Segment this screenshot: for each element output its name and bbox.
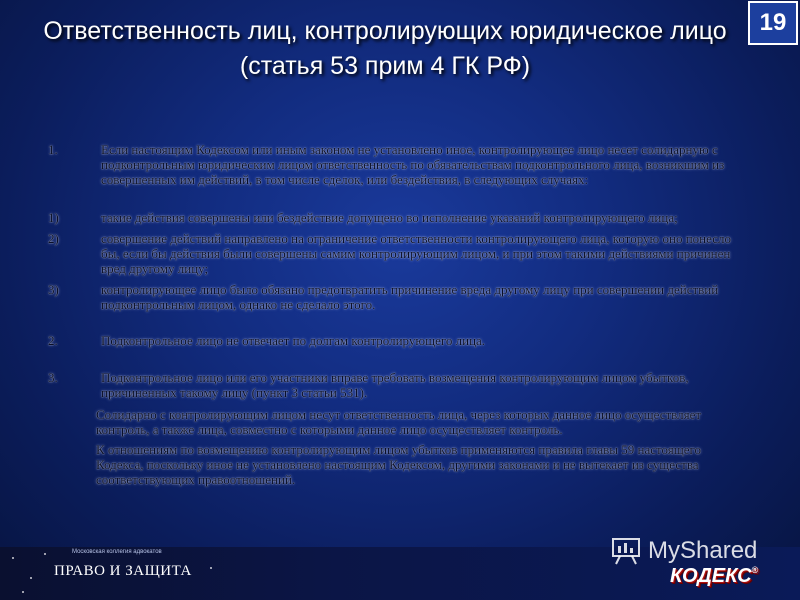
- item-number: 1.: [48, 142, 58, 157]
- paragraph-joint-liability: Солидарно с контролирующим лицом несут ответственность лица, через которых данное лицо осуществляет контроль, а также лица, совместно с которыми данное лицо осуществляет контроль.: [96, 407, 702, 437]
- watermark-text: MyShared: [648, 537, 758, 564]
- item-text: Подконтрольное лицо не отвечает по долгам контролирующего лица.: [101, 333, 486, 348]
- item-number: 1): [48, 210, 59, 225]
- item-text: такие действия совершены или бездействие допущено во исполнение указаний контролирующего лица;: [101, 210, 678, 225]
- item-text: контролирующее лицо было обязано предотвратить причинение вреда другому лицу при совершении действий подконтрольным лицом, однако не сделало этого.: [101, 282, 719, 312]
- list-item: [48, 282, 748, 312]
- item-text: совершение действий направлено на ограничение ответственности контролирующего лица, которую оно понесло бы, если бы действия были совершены самим контролирующим лицом, и при этом такими действиями причинен вред другому лицу;: [101, 231, 731, 276]
- star-decoration: [12, 557, 14, 559]
- slide-number-badge: 19: [748, 1, 798, 45]
- item-number: 3.: [48, 370, 58, 385]
- item-number: 3): [48, 282, 59, 297]
- star-decoration: [210, 567, 212, 569]
- list-item: [48, 370, 748, 400]
- list-item: [48, 333, 748, 348]
- paragraph-damages: К отношениям по возмещению контролирующим лицом убытков применяются правила главы 59 настоящего Кодекса, поскольку иное не установлено настоящим Кодексом, другими законами и не вытекает из существа соответствующих правоотношений.: [96, 442, 702, 487]
- list-item: [48, 210, 748, 225]
- slide-title-line2: (статья 53 прим 4 ГК РФ): [239, 52, 531, 80]
- footer-subtitle: Московская коллегия адвокатов: [72, 549, 162, 555]
- footer-brand: ПРАВО И ЗАЩИТА: [54, 563, 192, 579]
- slide-title-line1: Ответственность лиц, контролирующих юридическое лицо: [43, 17, 727, 45]
- registered-mark: ®: [751, 565, 759, 575]
- item-text: Подконтрольное лицо или его участники вправе требовать возмещения контролирующим лицом убытков, причиненных такому лицу (пункт 3 статьи 531).: [101, 370, 689, 400]
- item-text: Если настоящим Кодексом или иным законом не установлено иное, контролирующее лицо несет солидарную с подконтрольным юридическим лицом ответственность по обязательствам подконтрольного лица, возникшим из совершенных им действий, в том числе сделок, или бездействия, в следующих случаях:: [101, 142, 725, 187]
- kodex-logo: [670, 565, 758, 588]
- star-decoration: [30, 577, 32, 579]
- item-number: 2.: [48, 333, 58, 348]
- list-item: [48, 142, 748, 187]
- slide-title: [0, 14, 770, 84]
- star-decoration: [22, 591, 24, 593]
- slide-content: [48, 142, 748, 487]
- myshared-watermark: [610, 537, 757, 565]
- item-number: 2): [48, 231, 59, 246]
- presentation-board-icon: [610, 537, 642, 565]
- list-item: [48, 231, 748, 276]
- star-decoration: [44, 553, 46, 555]
- kodex-logo-text: КОДЕКС: [670, 565, 752, 587]
